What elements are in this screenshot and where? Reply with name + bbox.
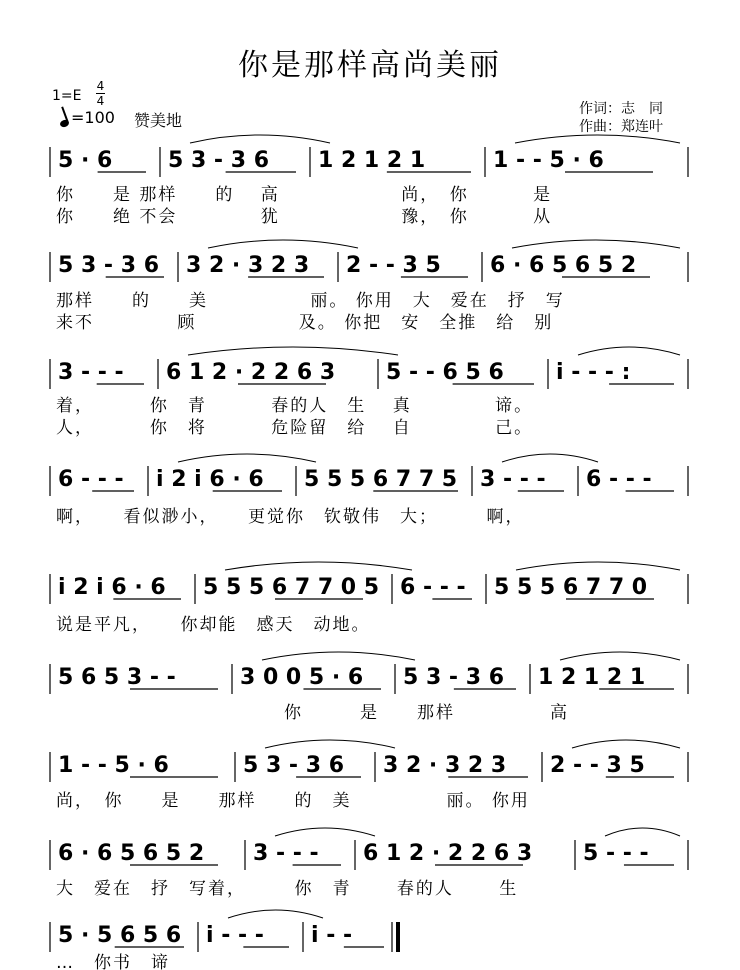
- measure-notes: 5 5 5 6 7 7 0: [494, 575, 648, 600]
- measure-notes: 6 · 6 5 6 5 2: [490, 253, 637, 278]
- measure-notes: 5 3 - 3 6: [403, 665, 504, 690]
- measure-notes: 5 · 6: [58, 148, 113, 173]
- lyricist: 作词：志 同: [579, 101, 663, 117]
- measure-notes: 6 - - -: [586, 467, 652, 492]
- measure-notes: 5 - - 6 5 6: [386, 360, 504, 385]
- measure-notes: 5 3 - 3 6: [243, 753, 344, 778]
- measure-notes: i - -: [311, 923, 353, 948]
- time-bottom: 4: [96, 94, 105, 108]
- composer: 作曲：郑连叶: [579, 119, 663, 135]
- measure-notes: 5 - - -: [583, 841, 649, 866]
- lyric-line: 你 是 那样 高: [56, 703, 569, 723]
- measure-notes: 2 - - 3 5: [346, 253, 441, 278]
- measure-notes: 6 - - -: [400, 575, 466, 600]
- measure-notes: 1 2 1 2 1: [318, 148, 426, 173]
- lyric-line: 你 绝 不会 犹 豫， 你 从: [56, 207, 553, 227]
- lyric-line: 尚， 你 是 那样 的 美 丽。 你用: [56, 791, 530, 811]
- lyric-line: 那样 的 美 丽。 你用 大 爱在 抒 写: [56, 291, 565, 311]
- slur-arc: [512, 240, 680, 248]
- tempo-value: =100: [71, 108, 115, 127]
- measure-notes: i - - - :: [556, 360, 631, 385]
- lyric-line: 大 爱在 抒 写着， 你 青 春的人 生: [56, 879, 519, 899]
- style-marking: 赞美地: [134, 111, 183, 130]
- slur-arc: [228, 910, 323, 918]
- key-signature: 1=E: [52, 88, 82, 104]
- measure-notes: i - - -: [206, 923, 264, 948]
- measure-notes: 3 0 0 5 · 6: [240, 665, 364, 690]
- lyric-line: 啊， 看似渺小， 更觉你 钦敬伟 大； 啊，: [56, 507, 525, 527]
- measure-notes: i 2 i 6 · 6: [156, 467, 264, 492]
- slur-arc: [275, 828, 375, 836]
- time-top: 4: [96, 79, 105, 93]
- slur-arc: [178, 454, 316, 462]
- measure-notes: 6 - - -: [58, 467, 124, 492]
- slur-arc: [560, 652, 680, 660]
- lyric-line: 着， 你 青 春的人 生 真 谛。: [56, 396, 534, 416]
- slur-arc: [188, 347, 398, 355]
- measure-notes: 5 3 - 3 6: [58, 253, 159, 278]
- measure-notes: 3 2 · 3 2 3: [186, 253, 310, 278]
- measure-notes: 3 2 · 3 2 3: [383, 753, 507, 778]
- slur-arc: [208, 240, 358, 248]
- slur-arc: [578, 347, 680, 355]
- measure-notes: 5 · 5 6 5 6: [58, 923, 182, 948]
- measure-notes: 1 - - 5 · 6: [58, 753, 169, 778]
- measure-notes: 5 5 5 6 7 7 5: [304, 467, 458, 492]
- lyric-line: 说是平凡， 你却能 感天 动地。: [56, 615, 371, 635]
- measure-notes: 6 1 2 · 2 2 6 3: [166, 360, 336, 385]
- measure-notes: i 2 i 6 · 6: [58, 575, 166, 600]
- slur-arc: [572, 740, 680, 748]
- lyric-line: … 你书 谛: [56, 953, 170, 970]
- measure-notes: 6 · 6 5 6 5 2: [58, 841, 205, 866]
- measure-notes: 6 1 2 · 2 2 6 3: [363, 841, 533, 866]
- slur-arc: [516, 562, 680, 570]
- measure-notes: 5 5 5 6 7 7 0 5: [203, 575, 380, 600]
- slur-arc: [502, 454, 598, 462]
- measure-notes: 3 - - -: [253, 841, 319, 866]
- slur-arc: [190, 135, 330, 143]
- measure-notes: 1 2 1 2 1: [538, 665, 646, 690]
- lyric-line: 人， 你 将 危险留 给 自 己。: [56, 418, 534, 438]
- lyric-line: 你 是 那样 的 高 尚， 你 是: [56, 185, 553, 205]
- measure-notes: 1 - - 5 · 6: [493, 148, 604, 173]
- slur-arc: [262, 652, 415, 660]
- measure-notes: 3 - - -: [480, 467, 546, 492]
- measure-notes: 3 - - -: [58, 360, 124, 385]
- lyric-line: 来不 顾 及。 你把 安 全推 给 别: [56, 313, 554, 333]
- slur-arc: [225, 562, 412, 570]
- measure-notes: 2 - - 3 5: [550, 753, 645, 778]
- slur-arc: [265, 740, 395, 748]
- song-title: 你是那样高尚美丽: [238, 48, 502, 83]
- slur-arc: [515, 135, 680, 143]
- measure-notes: 5 3 - 3 6: [168, 148, 269, 173]
- measure-notes: 5 6 5 3 - -: [58, 665, 176, 690]
- slur-arc: [605, 828, 680, 836]
